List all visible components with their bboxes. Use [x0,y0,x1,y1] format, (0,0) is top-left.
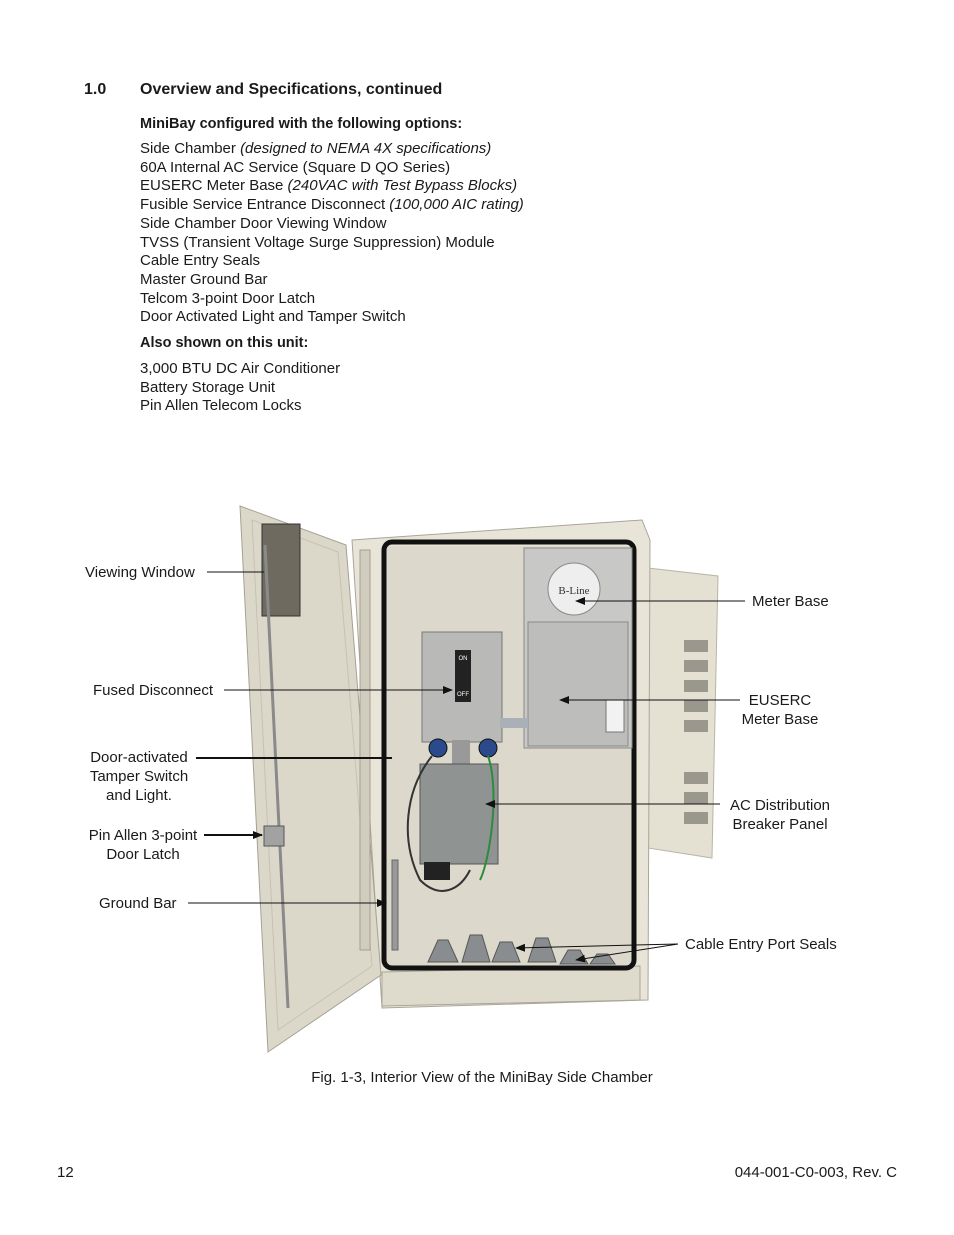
list-item: Cable Entry Seals [140,252,261,270]
list-item: TVSS (Transient Voltage Surge Suppression) Module [140,233,495,251]
list-item: 60A Internal AC Service (Square D QO Series) [140,158,451,176]
document-number: 044-001-C0-003, Rev. C [734,1164,897,1181]
also-heading: Also shown on this unit: [140,335,309,351]
list-item: Door Activated Light and Tamper Switch [140,308,406,326]
label-euserc-meter-base: EUSERC Meter Base [741,692,819,728]
list-item: Fusible Service Entrance Disconnect (100,000 AIC rating) [140,196,524,214]
section-title: Overview and Specifications, continued [140,81,443,98]
list-item: Side Chamber (designed to NEMA 4X specifications) [140,140,492,157]
switch-off-label: OFF [457,692,469,698]
list-item: Master Ground Bar [140,270,268,288]
list-item: Battery Storage Unit [140,378,276,396]
figure-caption: Fig. 1-3, Interior View of the MiniBay Side Chamber [311,1069,653,1086]
meter-brand: B-Line [558,585,590,597]
list-item: EUSERC Meter Base (240VAC with Test Bypass Blocks) [140,177,518,195]
label-cable-seals: Cable Entry Port Seals [685,936,837,953]
list-item: Telcom 3-point Door Latch [140,289,316,307]
label-tamper-switch: Door-activated Tamper Switch and Light. [89,749,189,804]
label-door-latch: Pin Allen 3-point Door Latch [88,827,198,863]
section-number: 1.0 [84,81,107,98]
label-ac-distribution: AC Distribution Breaker Panel [729,797,831,833]
options-heading: MiniBay configured with the following options: [140,116,463,132]
label-viewing-window: Viewing Window [85,564,195,581]
switch-on-label: ON [458,656,468,662]
list-item: Pin Allen Telecom Locks [140,397,302,415]
list-item: 3,000 BTU DC Air Conditioner [140,360,341,377]
label-ground-bar: Ground Bar [99,895,177,912]
page-number: 12 [57,1164,74,1181]
label-meter-base: Meter Base [752,593,829,610]
list-item: Side Chamber Door Viewing Window [140,214,387,232]
label-fused-disconnect: Fused Disconnect [93,682,214,699]
